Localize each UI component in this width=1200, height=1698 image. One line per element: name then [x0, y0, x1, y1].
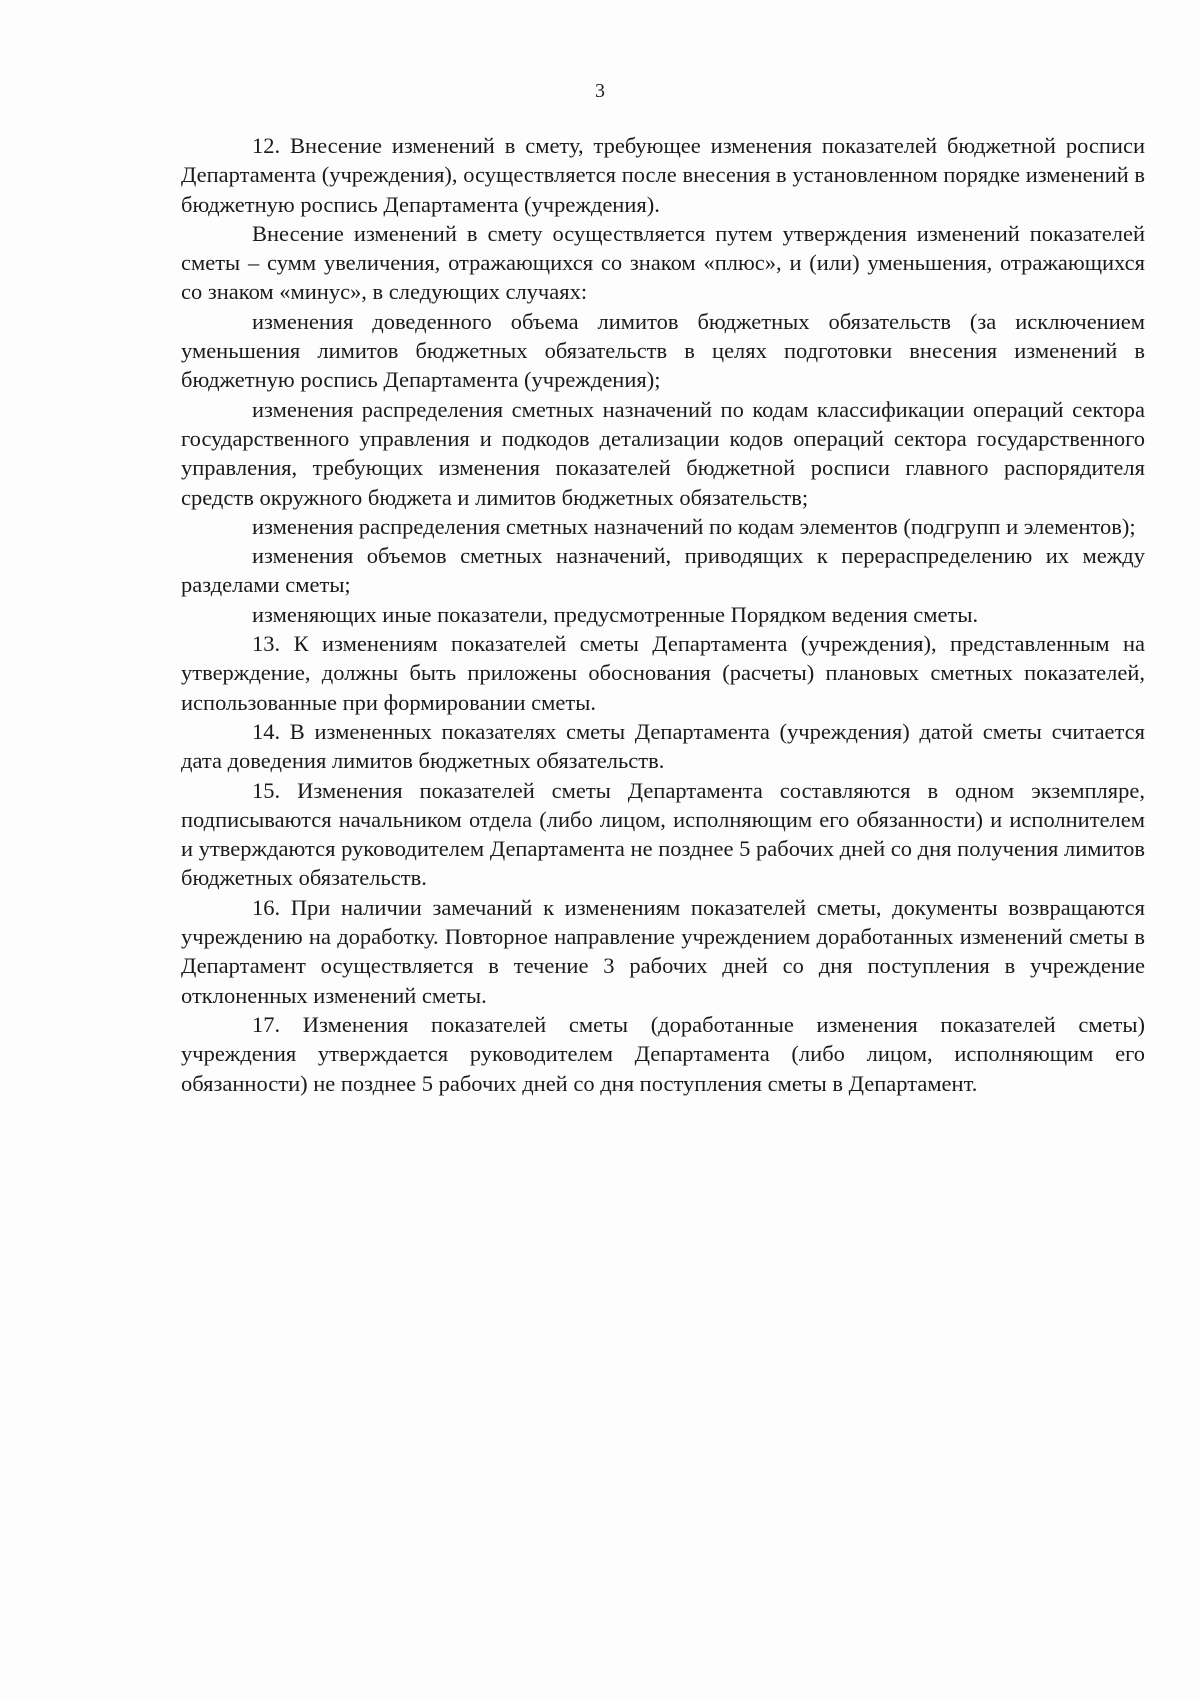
paragraph-13: 13. К изменениям показателей сметы Департамента (учреждения), представленным на утверждение, должны быть приложены обоснования (расчеты) плановых сметных показателей, использованные при формировании сметы. — [181, 631, 1145, 715]
page-number: 3 — [595, 80, 605, 102]
case-element-codes: изменения распределения сметных назначений по кодам элементов (подгрупп и элементов); — [252, 513, 1136, 539]
paragraph-14: 14. В измененных показателях сметы Департамента (учреждения) датой сметы считается дата доведения лимитов бюджетных обязательств. — [181, 718, 1145, 774]
paragraph-17: 17. Изменения показателей сметы (доработанные изменения показателей сметы) учреждения утверждается руководителем Департамента (либо лицом, исполняющим его обязанности) не позднее 5 рабочих дней со дня поступления сметы в Департамент. — [181, 1011, 1145, 1096]
case-classification-codes: изменения распределения сметных назначений по кодам классификации операций сектора государственного управления и подкодов детализации кодов операций сектора государственного управления, требующих изменения показателей бюджетной росписи главного распорядителя средств окружного бюджета и лимитов бюджетных обязательств; — [181, 396, 1145, 510]
document-body — [181, 131, 1145, 1098]
case-limits-change: изменения доведенного объема лимитов бюджетных обязательств (за исключением уменьшения лимитов бюджетных обязательств в целях подготовки внесения изменений в бюджетную роспись Департамента (учреждения); — [181, 308, 1145, 393]
paragraph-16: 16. При наличии замечаний к изменениям показателей сметы, документы возвращаются учреждению на доработку. Повторное направление учреждением доработанных изменений сметы в Департамент осуществляется в течение 3 рабочих дней со дня поступления в учреждение отклоненных изменений сметы. — [181, 894, 1145, 1008]
paragraph-15: 15. Изменения показателей сметы Департамента составляются в одном экземпляре, подписываются начальником отдела (либо лицом, исполняющим его обязанности) и исполнителем и утверждаются руководителем Департамента не позднее 5 рабочих дней со дня получения лимитов бюджетных обязательств. — [181, 777, 1145, 891]
paragraph-12-changes-intro: Внесение изменений в смету осуществляется путем утверждения изменений показателей сметы – сумм увеличения, отражающихся со знаком «плюс», и (или) уменьшения, отражающихся со знаком «минус», в следующих случаях: — [181, 220, 1145, 305]
paragraph-12: 12. Внесение изменений в смету, требующее изменения показателей бюджетной росписи Департамента (учреждения), осуществляется после внесения в установленном порядке изменений в бюджетную роспись Департамента (учреждения). — [181, 133, 1145, 217]
case-other-indicators: изменяющих иные показатели, предусмотренные Порядком ведения сметы. — [252, 601, 979, 627]
case-volume-redistribution: изменения объемов сметных назначений, приводящих к перераспределению их между разделами сметы; — [181, 543, 1145, 598]
